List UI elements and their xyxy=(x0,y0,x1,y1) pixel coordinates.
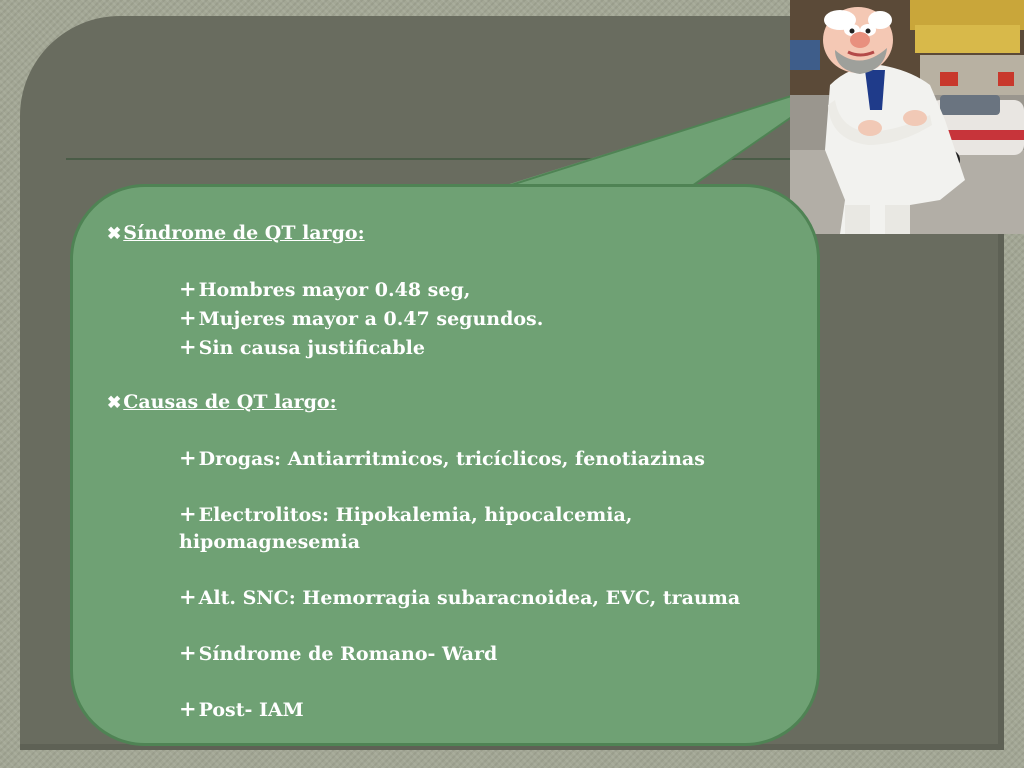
list-item-text: Síndrome de Romano- Ward xyxy=(198,643,498,665)
title-divider xyxy=(66,158,796,160)
list-item xyxy=(107,639,807,668)
x-bullet-icon: ✖ xyxy=(107,393,122,413)
plus-bullet-icon: + xyxy=(179,640,197,665)
bubble-content xyxy=(107,220,807,724)
list-item-text: Post- IAM xyxy=(198,699,304,721)
spacer xyxy=(107,248,807,275)
list-item-continuation: hipomagnesemia xyxy=(179,531,361,553)
list-item xyxy=(107,500,807,529)
heading-text: Síndrome de QT largo: xyxy=(123,222,365,244)
doctor-mascot-photo xyxy=(790,0,1024,234)
list-item-text: Drogas: Antiarritmicos, tricíclicos, fenotiazinas xyxy=(198,448,705,470)
list-item-text: Electrolitos: Hipokalemia, hipocalcemia, xyxy=(198,504,633,526)
list-item xyxy=(107,275,807,304)
spacer xyxy=(107,556,807,583)
plus-bullet-icon: + xyxy=(179,501,197,526)
spacer xyxy=(107,417,807,444)
list-item xyxy=(107,695,807,724)
plus-bullet-icon: + xyxy=(179,584,197,609)
list-item-text: Hombres mayor 0.48 seg, xyxy=(198,279,471,301)
heading-text: Causas de QT largo: xyxy=(123,391,337,413)
spacer xyxy=(107,668,807,695)
section-heading-causas xyxy=(107,389,807,417)
list-item xyxy=(107,583,807,612)
list-item-text: Sin causa justificable xyxy=(198,337,425,359)
spacer xyxy=(107,473,807,500)
list-item-text: Mujeres mayor a 0.47 segundos. xyxy=(198,308,544,330)
spacer xyxy=(107,612,807,639)
section-heading-sindrome xyxy=(107,220,807,248)
x-bullet-icon: ✖ xyxy=(107,224,122,244)
plus-bullet-icon: + xyxy=(179,445,197,470)
plus-bullet-icon: + xyxy=(179,696,197,721)
spacer xyxy=(107,362,807,389)
list-item-text: Alt. SNC: Hemorragia subaracnoidea, EVC, trauma xyxy=(198,587,741,609)
list-item xyxy=(107,304,807,333)
plus-bullet-icon: + xyxy=(179,305,197,330)
plus-bullet-icon: + xyxy=(179,276,197,301)
plus-bullet-icon: + xyxy=(179,334,197,359)
list-item xyxy=(107,333,807,362)
list-item xyxy=(107,444,807,473)
